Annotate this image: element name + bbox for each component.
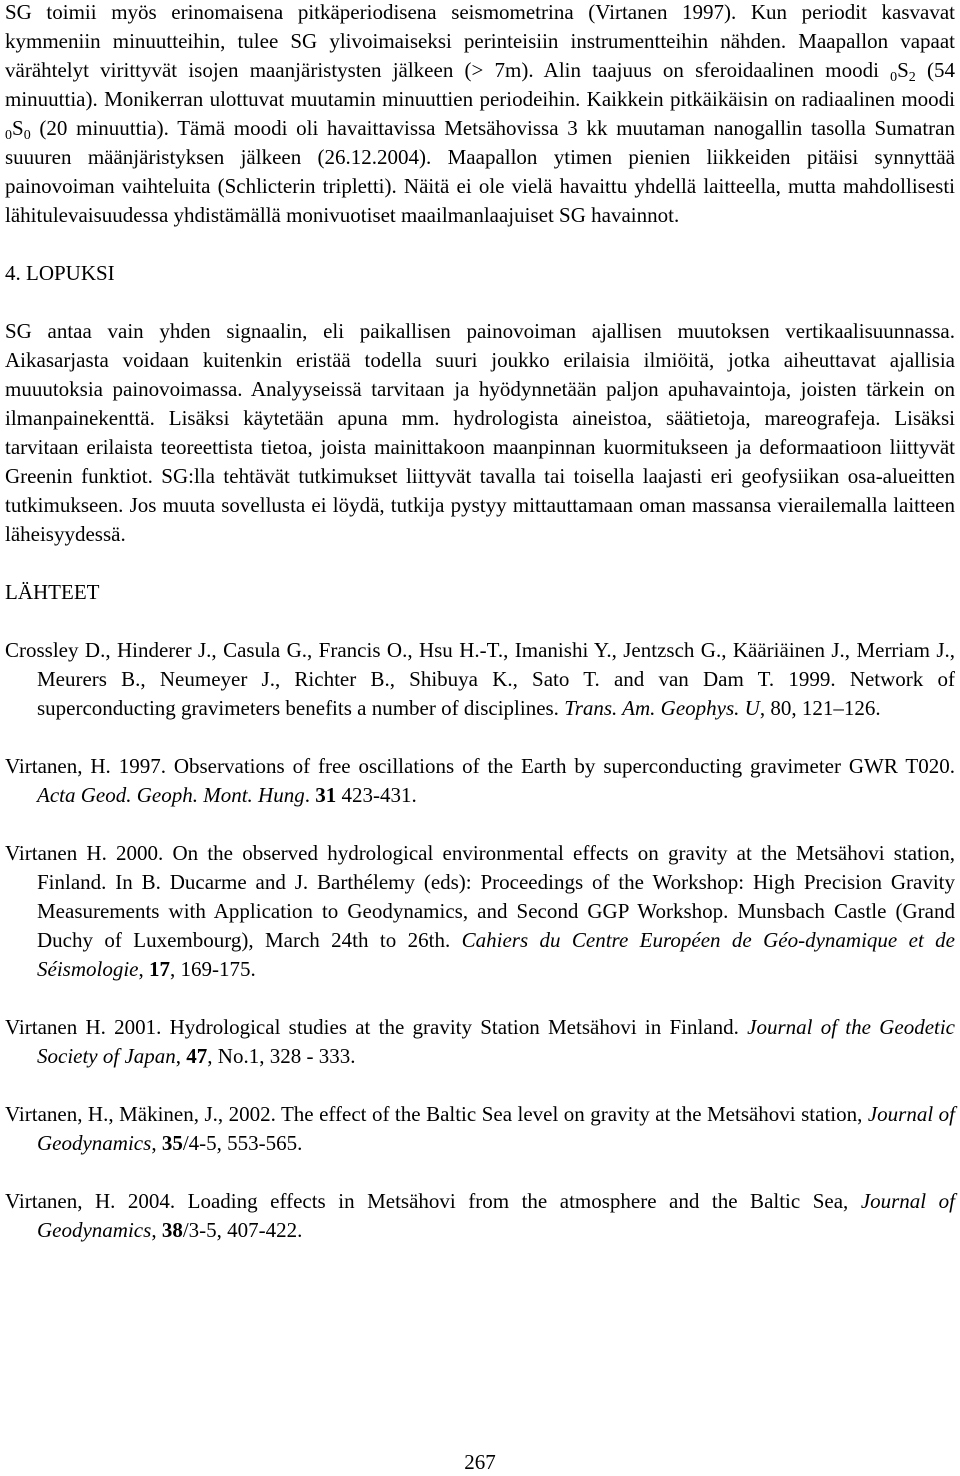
mode-prefix-subscript: 0 bbox=[5, 128, 12, 143]
text-run: /4-5, 553-565. bbox=[182, 1131, 303, 1155]
reference-item bbox=[5, 1013, 955, 1071]
mode-subscript: 0 bbox=[23, 128, 31, 143]
text-run: 423-431. bbox=[336, 783, 417, 807]
document-page bbox=[5, 0, 955, 1245]
spacer bbox=[5, 607, 955, 636]
text-run: , bbox=[138, 957, 149, 981]
journal-name: Journal of the Geodetic Society of Japan bbox=[37, 1015, 956, 1068]
text-run: Virtanen, H. 1997. Observations of free oscillations of the Earth by superconducting gravimeter GWR T020. bbox=[5, 754, 955, 778]
section-heading-conclusions: 4. LOPUKSI bbox=[5, 261, 115, 285]
journal-name: Cahiers du Centre Européen de Géo-dynamique et de Séismologie bbox=[37, 928, 955, 981]
reference-list bbox=[5, 636, 955, 1245]
text-run: Crossley D., Hinderer J., Casula G., Francis O., Hsu H.-T., Imanishi Y., Jentzsch G., Kääriäinen J., Merriam J., Meurers B., Neumeyer J., Richter B., Shibuya K., Sato T. and van Dam T. 1999. Network of superconducting gravimeters benefits a number of disciplines. bbox=[5, 638, 955, 720]
text-run: . bbox=[304, 783, 316, 807]
text-run: Virtanen, H. 2004. Loading effects in Metsähovi from the atmosphere and the Baltic Sea, bbox=[5, 1189, 861, 1213]
volume-number: 17 bbox=[148, 957, 170, 981]
journal-name: Trans. Am. Geophys. U bbox=[564, 696, 760, 720]
mode-prefix-subscript: 0 bbox=[890, 70, 898, 85]
reference-item bbox=[5, 752, 955, 810]
paragraph-conclusions: SG antaa vain yhden signaalin, eli paikallisen painovoiman ajallisen muutoksen vertikaalisuunnassa. Aikasarjasta voidaan kuitenkin eristää todella suuri joukko erilaisia ilmiöitä, jotka aiheuttavat ajallisia muuutoksia painovoimassa. Analyyseissä tarvitaan ja hyödynnetään paljon apuhavaintoja, joisten tärkein on ilmanpainekenttä. Lisäksi käytetään apuna mm. hydrologista aineistoa, säätietoja, mareografeja. Lisäksi tarvitaan erilaista teoreettista tietoa, joista mainittakoon maanpinnan kuormitukseen ja deformaatioon liittyvät Greenin funktiot. SG:lla tehtävät tutkimukset liittyvät tavalla tai toisella laajasti eri geofysiikan osa-alueitten tutkimukseen. Jos muuta sovellusta ei löydä, tutkija pystyy mittauttamaan oman massansa vierailemalla laitteen läheisyydessä. bbox=[5, 319, 955, 546]
text-run: (20 minuuttia). Tämä moodi oli havaittavissa Metsähovissa 3 kk muutaman nanogallin tasolla Sumatran suuuren määnjäristyksen jälkeen (26.12.2004). Maapallon ytimen pienien liikkeiden pitäisi synnyttää painovoiman vaihteluita (Schlicterin tripletti). Näitä ei ole vielä havaittu yhdellä laitteella, mutta mahdollisesti lähitulevaisuudessa yhdistämällä monivuotiset maailmanlaajuiset SG havainnot. bbox=[5, 116, 955, 227]
mode-letter: S bbox=[12, 116, 24, 140]
spacer bbox=[5, 230, 955, 259]
text-run: , bbox=[151, 1218, 162, 1242]
mode-subscript: 2 bbox=[908, 70, 916, 85]
text-run: , 80, 121–126. bbox=[759, 696, 881, 720]
volume-number: 47 bbox=[186, 1044, 208, 1068]
paragraph-free-oscillations bbox=[5, 0, 955, 230]
text-run: SG toimii myös erinomaisena pitkäperiodisena seismometrina (Virtanen 1997). Kun periodit kasvavat kymmeniin minuutteihin, tulee SG ylivoimaiseksi perinteisiin instrumentteihin nähden. Maapallon vapaat värähtelyt virittyvät isojen maanjäristysten jälkeen (> 7m). Alin taajuus on sferoidaalinen moodi bbox=[5, 0, 955, 82]
references-heading: LÄHTEET bbox=[5, 580, 100, 604]
journal-name: Acta Geod. Geoph. Mont. Hung bbox=[37, 783, 305, 807]
reference-item bbox=[5, 1187, 955, 1245]
volume-number: 38 bbox=[161, 1218, 183, 1242]
text-run: , bbox=[151, 1131, 162, 1155]
journal-name: Journal of Geodynamics bbox=[37, 1102, 955, 1155]
text-run: Virtanen, H., Mäkinen, J., 2002. The effect of the Baltic Sea level on gravity at the Metsähovi station, bbox=[5, 1102, 868, 1126]
text-run: , No.1, 328 - 333. bbox=[207, 1044, 356, 1068]
volume-number: 31 bbox=[315, 783, 337, 807]
journal-name: Journal of Geodynamics bbox=[37, 1189, 955, 1242]
page-number: 267 bbox=[464, 1450, 496, 1474]
text-run: Virtanen H. 2001. Hydrological studies at the gravity Station Metsähovi in Finland. bbox=[5, 1015, 748, 1039]
text-run: (54 minuuttia). Monikerran ulottuvat muutamin minuuttien periodeihin. Kaikkein pitkäikäisin on radiaalinen moodi bbox=[5, 58, 955, 111]
spacer bbox=[5, 549, 955, 578]
text-run: /3-5, 407-422. bbox=[182, 1218, 303, 1242]
reference-item bbox=[5, 839, 955, 984]
reference-item bbox=[5, 636, 955, 723]
text-run: , bbox=[175, 1044, 187, 1068]
reference-item bbox=[5, 1100, 955, 1158]
text-run: Virtanen H. 2000. On the observed hydrological environmental effects on gravity at the Metsähovi station, Finland. In B. Ducarme and J. Barthélemy (eds): Proceedings of the Workshop: High Precision Gravity Measurements with Application to Geodynamics, and Second GGP Workshop. Munsbach Castle (Grand Duchy of Luxembourg), March 24th to 26th. bbox=[5, 841, 955, 952]
mode-letter: S bbox=[897, 58, 909, 82]
volume-number: 35 bbox=[161, 1131, 183, 1155]
text-run: , 169-175. bbox=[169, 957, 256, 981]
spacer bbox=[5, 288, 955, 317]
